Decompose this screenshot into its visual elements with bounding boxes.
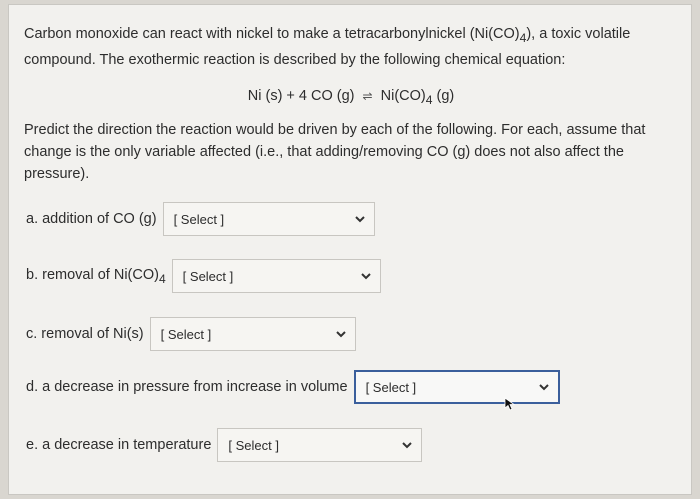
equilibrium-arrow: ⇌ xyxy=(362,89,373,103)
item-b xyxy=(26,259,381,293)
item-d-select[interactable] xyxy=(354,370,560,404)
item-b-label: b. removal of $Ni(CO)_4$ xyxy=(26,266,166,286)
chevron-down-icon xyxy=(354,213,366,225)
item-d xyxy=(26,370,560,404)
item-b-select-value: [ Select ] xyxy=(182,268,234,284)
chevron-down-icon xyxy=(360,270,372,282)
item-a-select-value: [ Select ] xyxy=(173,211,225,227)
chevron-down-icon xyxy=(335,328,347,340)
item-b-select[interactable] xyxy=(172,259,381,293)
quiz-question-panel xyxy=(8,4,692,495)
item-c-select[interactable] xyxy=(150,317,356,351)
question-intro xyxy=(24,23,674,71)
item-a-select[interactable] xyxy=(163,202,375,236)
item-e-select[interactable] xyxy=(217,428,422,462)
chevron-down-icon xyxy=(538,381,550,393)
item-a xyxy=(26,202,375,236)
equation-reactants: Ni (s) + 4 CO (g) xyxy=(247,88,355,104)
item-d-label: d. a decrease in pressure from increase in volume xyxy=(26,379,348,395)
item-e xyxy=(26,428,422,462)
item-a-label: a. addition of CO (g) xyxy=(26,211,157,227)
equation-product-subscript: 4 xyxy=(425,92,433,107)
mouse-cursor-icon xyxy=(504,397,516,416)
chemical-equation xyxy=(9,88,693,107)
chevron-down-icon xyxy=(401,439,413,451)
intro-subscript: 4 xyxy=(519,30,527,45)
equation-product: Ni(CO) xyxy=(380,88,426,104)
item-c-label: c. removal of Ni(s) xyxy=(26,326,144,342)
question-prompt: Predict the direction the reaction would be driven by each of the following. For each, assume that change is the only variable affected (i.e., that adding/removing CO (g) does not also affect the pressure). xyxy=(24,122,646,182)
item-d-select-value: [ Select ] xyxy=(365,379,417,395)
intro-text: Carbon monoxide can react with nickel to make a tetracarbonylnickel (Ni(CO) xyxy=(24,26,520,42)
item-c xyxy=(26,317,356,351)
intro-text-end: ), a toxic volatile compound. The exothermic reaction is described by the following chemical equation: xyxy=(24,26,631,68)
item-e-select-value: [ Select ] xyxy=(228,437,279,453)
item-e-label: e. a decrease in temperature xyxy=(26,437,212,453)
equation-product-state: (g) xyxy=(432,88,455,104)
item-c-select-value: [ Select ] xyxy=(160,326,212,342)
